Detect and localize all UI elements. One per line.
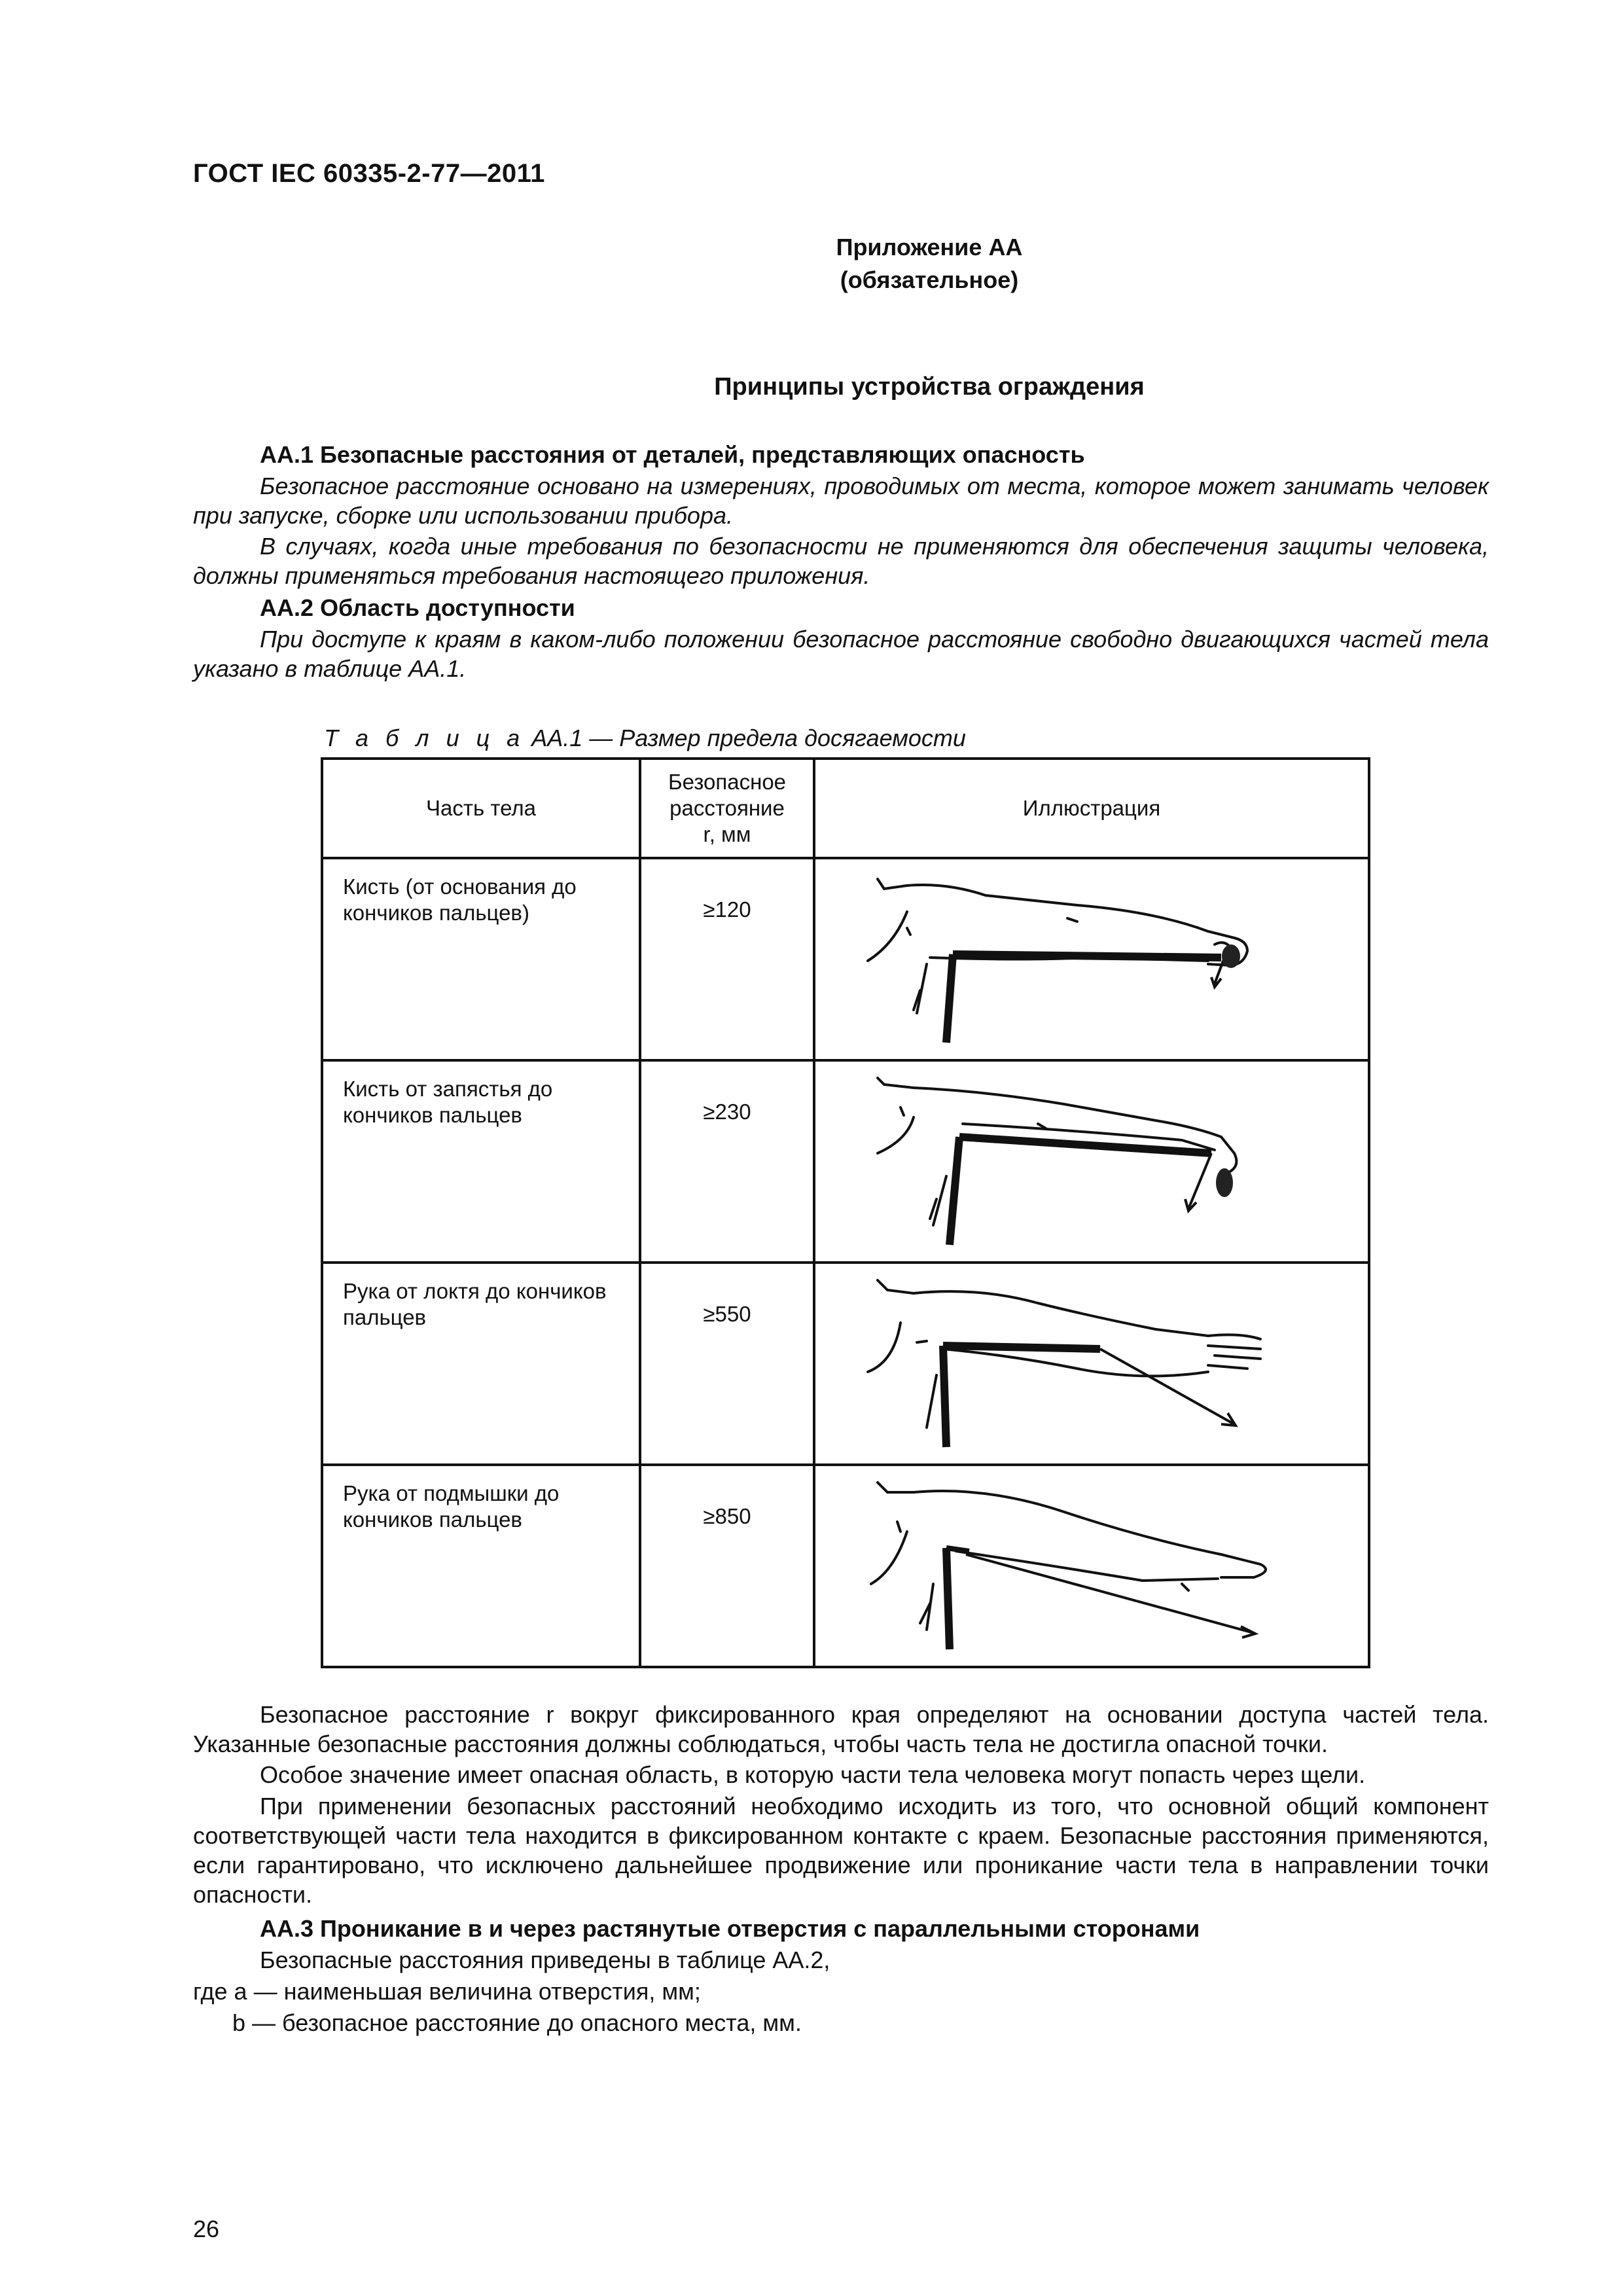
document-code: ГОСТ IEC 60335-2-77—2011 [193, 159, 545, 188]
appendix-status: (обязательное) [840, 266, 1019, 293]
aa3-heading: АА.3 Проникание в и через растянутые отверстия с параллельными сторонами [260, 1915, 1200, 1942]
table-row [322, 1465, 1369, 1667]
aa1-paragraph-2: В случаях, когда иные требования по безопасности не применяются для обеспечения защиты человека, должны применяться требования настоящего приложения. [193, 533, 1489, 589]
header-safe-distance [640, 759, 814, 858]
cell-safe-distance: ≥120 [640, 858, 814, 1060]
aa3-paragraph-1: Безопасные расстояния приведены в таблице АА.2, [260, 1946, 830, 1973]
header-distance-line-2: расстояние [669, 796, 785, 820]
header-illustration: Иллюстрация [814, 759, 1369, 858]
aa2-paragraph-1: При доступе к краям в каком-либо положении безопасное расстояние свободно двигающихся частей тела указано в таблице АА.1. [193, 626, 1489, 682]
aa2-heading: АА.2 Область доступности [260, 594, 575, 621]
armpit-reach-illustration [815, 1466, 1365, 1651]
section-title: Принципы устройства ограждения [714, 373, 1145, 401]
elbow-reach-illustration [815, 1264, 1365, 1449]
table-caption [324, 725, 966, 752]
table-row [322, 858, 1369, 1060]
page-number: 26 [193, 2215, 220, 2242]
appendix-heading [118, 231, 1623, 296]
header-body-part: Часть тела [322, 759, 640, 858]
table-caption-text: АА.1 — Размер предела досягаемости [531, 725, 966, 751]
cell-body-part: Кисть от запястья до кончиков пальцев [322, 1060, 640, 1263]
aa3-where-a: где a — наименьшая величина отверстия, мм; [193, 1978, 701, 2005]
cell-illustration [814, 1060, 1369, 1263]
aa3-where-b: b — безопасное расстояние до опасного места, мм. [232, 2009, 802, 2036]
cell-safe-distance: ≥850 [640, 1465, 814, 1667]
cell-body-part: Кисть (от основания до кончиков пальцев) [322, 858, 640, 1060]
aa1-paragraph-1: Безопасное расстояние основано на измерениях, проводимых от места, которое может занимать человек при запуске, сборке или использовании прибора. [193, 473, 1489, 529]
cell-safe-distance: ≥230 [640, 1060, 814, 1263]
aa1-heading: АА.1 Безопасные расстояния от деталей, представляющих опасность [260, 441, 1085, 468]
table-row [322, 1263, 1369, 1465]
hand-reach-illustration [815, 859, 1365, 1045]
cell-illustration [814, 858, 1369, 1060]
table-caption-prefix: Т а б л и ц а [324, 725, 526, 751]
after-paragraph-1: Безопасное расстояние r вокруг фиксированного края определяют на основании доступа частей тела. Указанные безопасные расстояния должны соблюдаться, чтобы часть тела не достигла опасной точки. [193, 1701, 1489, 1757]
header-distance-line-1: Безопасное [668, 770, 787, 794]
table-row [322, 1060, 1369, 1263]
header-distance-line-3: r, мм [703, 822, 751, 846]
after-paragraph-2: Особое значение имеет опасная область, в которую части тела человека могут попасть через щели. [260, 1761, 1366, 1788]
wrist-reach-illustration [815, 1062, 1365, 1247]
cell-illustration [814, 1465, 1369, 1667]
cell-body-part: Рука от подмышки до кончиков пальцев [322, 1465, 640, 1667]
table-header-row [322, 759, 1369, 858]
cell-safe-distance: ≥550 [640, 1263, 814, 1465]
after-paragraph-3: При применении безопасных расстояний необходимо исходить из того, что основной общий компонент соответствующей части тела находится в фиксированном контакте с краем. Безопасные расстояния применяются, если гарантировано, что исключено дальнейшее продвижение или проникание части тела в направлении точки опасности. [193, 1793, 1489, 1908]
appendix-title: Приложение АА [836, 234, 1023, 260]
cell-body-part: Рука от локтя до кончиков пальцев [322, 1263, 640, 1465]
cell-illustration [814, 1263, 1369, 1465]
reach-limit-table [321, 757, 1370, 1668]
